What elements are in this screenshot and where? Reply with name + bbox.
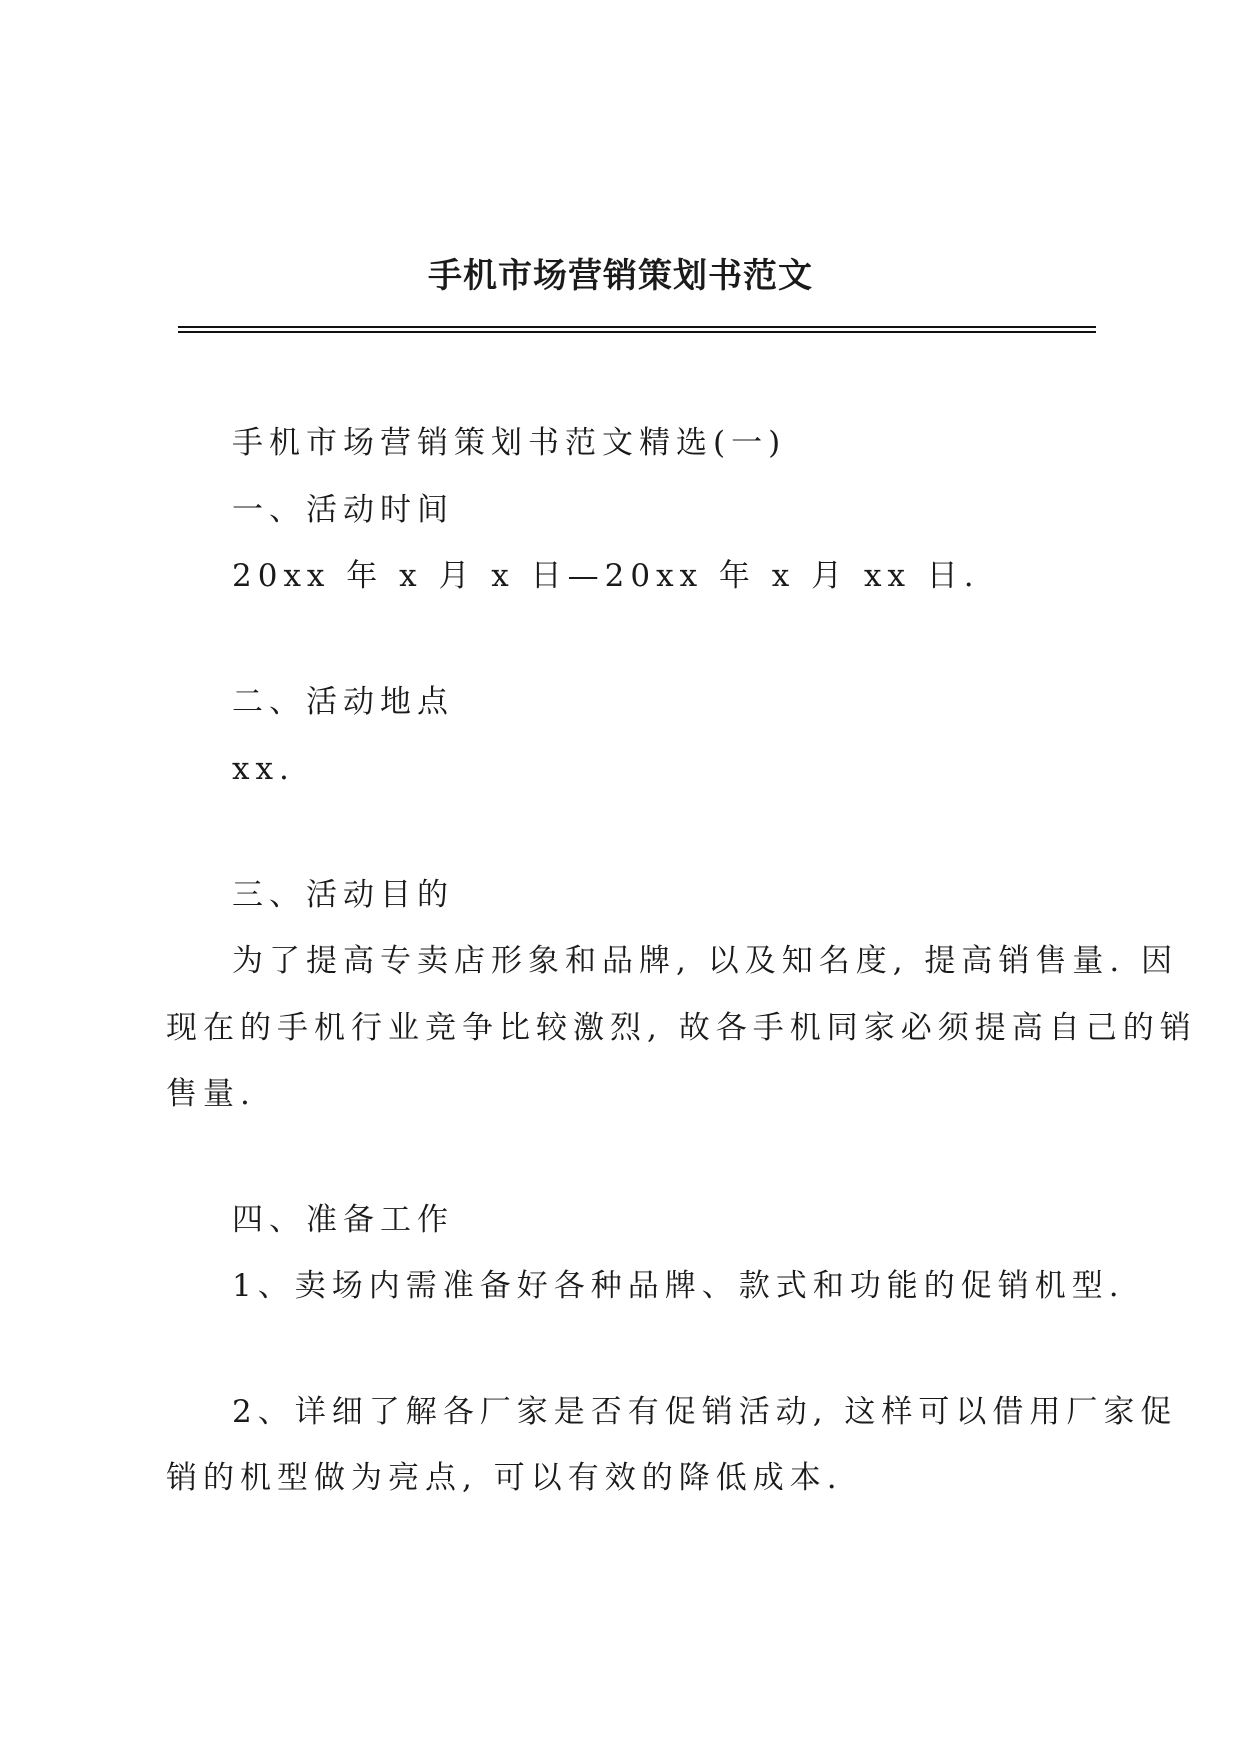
purpose-paragraph-line-2: 现在的手机行业竞争比较激烈, 故各手机同家必须提高自己的销 [166, 1010, 1197, 1046]
heading-activity-time: 一、活动时间 [232, 492, 454, 528]
document-title: 手机市场营销策划书范文 [428, 256, 813, 296]
preparation-item-2-line-2: 销的机型做为亮点, 可以有效的降低成本. [166, 1460, 843, 1496]
activity-location-value: xx. [232, 751, 295, 787]
activity-time-value: 20xx 年 x 月 x 日—20xx 年 x 月 xx 日. [232, 558, 980, 594]
heading-preparation: 四、准备工作 [232, 1202, 454, 1238]
preparation-item-1: 1、卖场内需准备好各种品牌、款式和功能的促销机型. [232, 1268, 1125, 1304]
section-subtitle: 手机市场营销策划书范文精选(一) [232, 425, 787, 461]
heading-activity-location: 二、活动地点 [232, 684, 454, 720]
heading-activity-purpose: 三、活动目的 [232, 877, 454, 913]
preparation-item-2-line-1: 2、详细了解各厂家是否有促销活动, 这样可以借用厂家促 [232, 1394, 1178, 1430]
title-double-rule [178, 326, 1096, 333]
purpose-paragraph-line-3: 售量. [166, 1076, 256, 1112]
purpose-paragraph-line-1: 为了提高专卖店形象和品牌, 以及知名度, 提高销售量. 因 [232, 943, 1179, 979]
